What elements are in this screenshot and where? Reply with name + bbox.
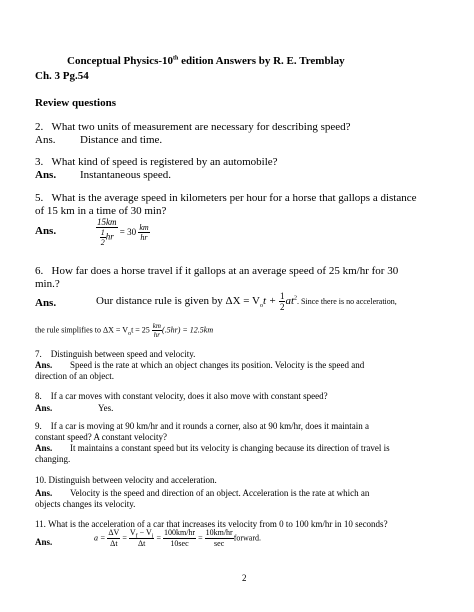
question-6: 6. How far does a horse travel if it gallops at an average speed of 25 km/hr for 30 — [35, 265, 399, 277]
answer-6-label: Ans. — [35, 297, 57, 309]
answer-10-label: Ans. — [35, 488, 53, 498]
question-8: 8. If a car moves with constant velocity, does it also move with constant speed? — [35, 391, 328, 401]
answer-9-label: Ans. — [35, 443, 53, 453]
question-6-cont: min.? — [35, 278, 60, 290]
answer-5-label: Ans. — [35, 225, 57, 237]
answer-5-formula: 15km $\frac{1}{2}$ hr = 30 $\frac{km}{hr}$ — [97, 217, 149, 247]
answer-7-label: Ans. — [35, 360, 53, 370]
page-number: 2 — [242, 573, 247, 583]
answer-3-label: Ans. — [35, 169, 57, 181]
question-10: 10. Distinguish between velocity and acceleration. — [35, 475, 217, 485]
answer-6-rule: Our distance rule is given by $\Delta X = V_ot$ + $\frac{1}{2}$ $at^2$. Since there is no acceleration, — [96, 291, 397, 312]
answer-3: Instantaneous speed. — [80, 169, 172, 181]
question-2: 2. What two units of measurement are necessary for describing speed? — [35, 121, 351, 133]
question-5: 5. What is the average speed in kilometers per hour for a horse that gallops a distance — [35, 192, 417, 204]
section-heading: Review questions — [35, 97, 116, 109]
answer-9: It maintains a constant speed but its velocity is changing because its direction of travel is — [70, 443, 390, 453]
chapter-reference: Ch. 3 Pg.54 — [35, 70, 89, 82]
answer-7-cont: direction of an object. — [35, 371, 114, 381]
question-9: 9. If a car is moving at 90 km/hr and it rounds a corner, also at 90 km/hr, does it maintain a — [35, 421, 369, 431]
answer-11-label: Ans. — [35, 537, 53, 547]
answer-2: Distance and time. — [80, 134, 163, 146]
document-title: Conceptual Physics-10th edition Answers by R. E. Tremblay — [67, 55, 345, 67]
answer-9-cont: changing. — [35, 454, 71, 464]
answer-8: Yes. — [98, 403, 114, 413]
question-7: 7. Distinguish between speed and velocity. — [35, 349, 196, 359]
answer-8-label: Ans. — [35, 403, 53, 413]
answer-2-label: Ans. — [35, 134, 56, 146]
question-9-cont: constant speed? A constant velocity? — [35, 432, 167, 442]
question-11: 11. What is the acceleration of a car that increases its velocity from 0 to 100 km/hr in 10 seconds? — [35, 519, 388, 529]
answer-6-simplify: the rule simplifies to $\Delta X = V_ot = 25$ $\frac{km}{hr}$ (.5hr) = 12.5km — [35, 322, 214, 339]
question-3: 3. What kind of speed is registered by an automobile? — [35, 156, 278, 168]
answer-10: Velocity is the speed and direction of an object. Acceleration is the rate at which an — [70, 488, 370, 498]
answer-11-formula: a = $\frac{\Delta V}{\Delta t}$ = $\frac{V_f - V_i}{\Delta t}$ = $\frac{100km/hr}{10\sec}$ = $\frac{10km/hr}{\sec}$ forward. — [94, 528, 262, 548]
answer-7: Speed is the rate at which an object changes its position. Velocity is the speed and — [70, 360, 365, 370]
question-5-cont: of 15 km in a time of 30 min? — [35, 205, 167, 217]
answer-10-cont: objects changes its velocity. — [35, 499, 136, 509]
